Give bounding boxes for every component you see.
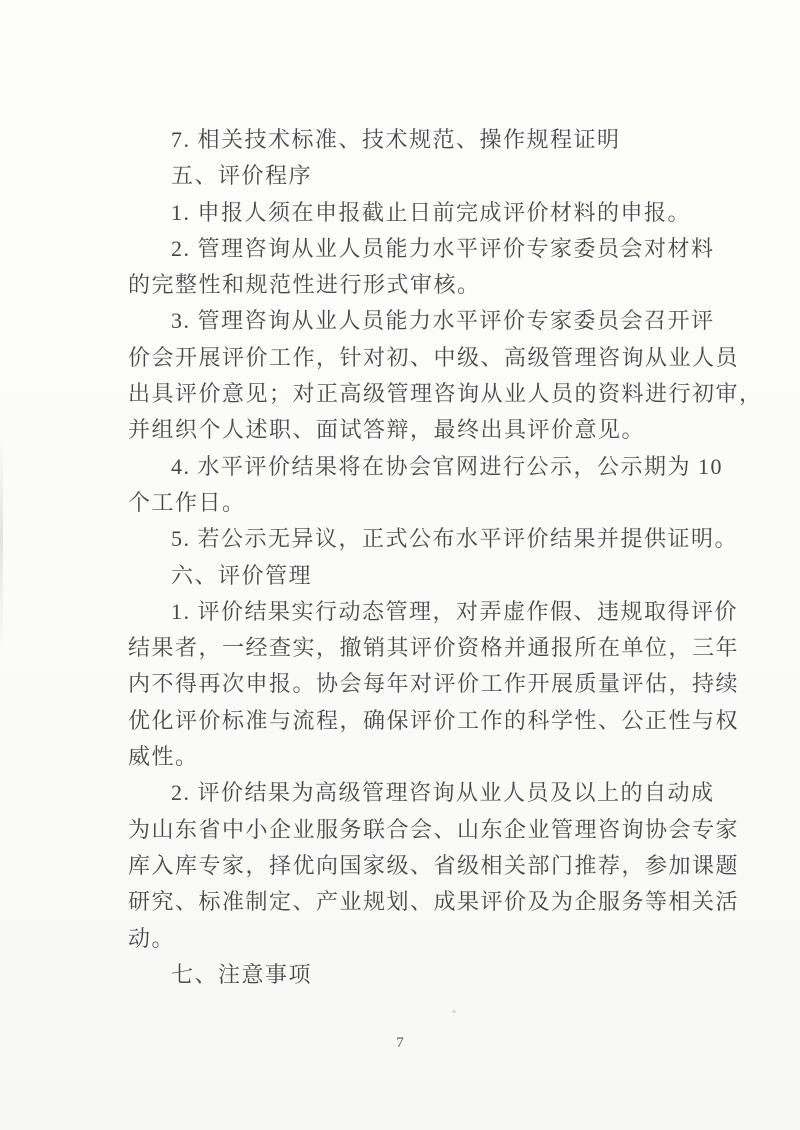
text-line: 内不得再次申报。协会每年对评价工作开展质量评估，持续 [128, 671, 740, 697]
text-line: 1. 申报人须在申报截止日前完成评价材料的申报。 [171, 199, 692, 225]
text-line: 的完整性和规范性进行形式审核。 [128, 272, 481, 298]
text-line: 3. 管理咨询从业人员能力水平评价专家委员会召开评 [171, 308, 715, 334]
text-line: 7. 相关技术标准、技术规范、操作规程证明 [171, 127, 621, 152]
text-line: 价会开展评价工作，针对初、中级、高级管理咨询从业人员 [128, 344, 740, 370]
section-heading: 五、评价程序 [171, 163, 313, 189]
text-line: 威性。 [128, 744, 199, 770]
text-line: 4. 水平评价结果将在协会官网进行公示，公示期为 10 [171, 453, 724, 479]
text-line: 并组织个人述职、面试答辩，最终出具评价意见。 [128, 417, 646, 443]
scan-edge-artifact [0, 440, 3, 650]
document-body [128, 122, 763, 993]
scan-speck [452, 1010, 456, 1013]
text-line: 研究、标准制定、产业规划、成果评价及为企服务等相关活 [128, 889, 740, 915]
text-line: 出具评价意见；对正高级管理咨询从业人员的资料进行初审， [128, 381, 763, 407]
text-line: 为山东省中小企业服务联合会、山东企业管理咨询协会专家 [128, 816, 740, 842]
text-line: 2. 评价结果为高级管理咨询从业人员及以上的自动成 [171, 780, 715, 806]
text-line: 结果者，一经查实，撤销其评价资格并通报所在单位，三年 [128, 635, 740, 661]
text-line: 2. 管理咨询从业人员能力水平评价专家委员会对材料 [171, 235, 715, 261]
text-line: 优化评价标准与流程，确保评价工作的科学性、公正性与权 [128, 707, 740, 733]
text-line: 1. 评价结果实行动态管理，对弄虚作假、违规取得评价 [171, 598, 739, 624]
text-line: 个工作日。 [128, 489, 246, 515]
text-line: 库入库专家，择优向国家级、省级相关部门推荐，参加课题 [128, 852, 740, 878]
text-line: 动。 [128, 925, 176, 951]
text-line: 5. 若公示无异议，正式公布水平评价结果并提供证明。 [171, 526, 739, 552]
page-number: 7 [396, 1035, 404, 1051]
section-heading: 六、评价管理 [171, 562, 313, 588]
section-heading: 七、注意事项 [171, 961, 313, 987]
